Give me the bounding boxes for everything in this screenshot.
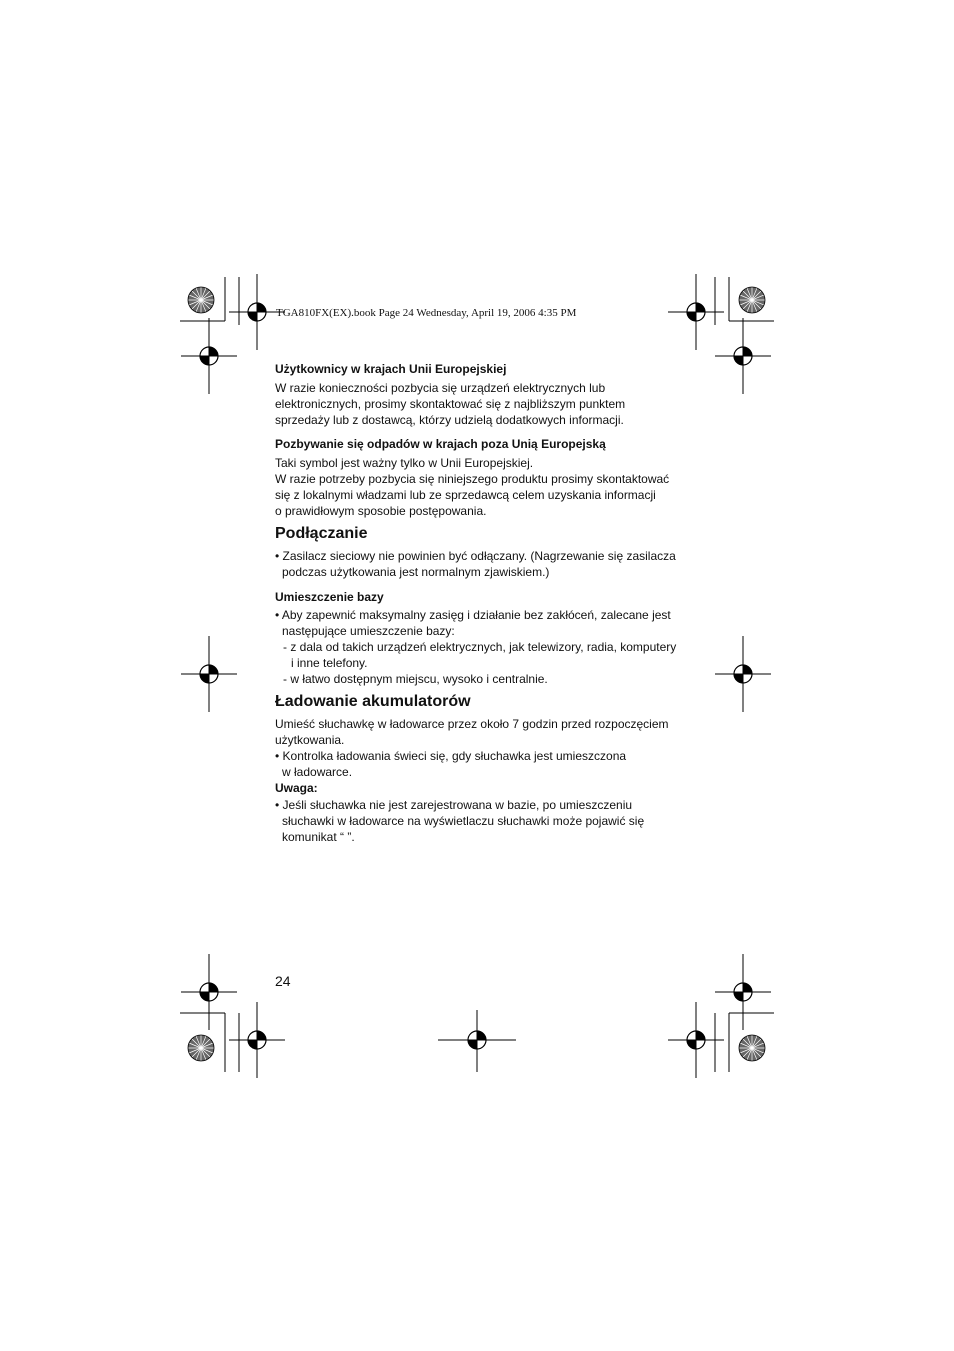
charging-heading: Ładowanie akumulatorów (275, 693, 471, 710)
note-label: Uwaga: (275, 781, 318, 795)
registration-mark-icon (715, 954, 771, 1030)
registration-mark-icon (181, 318, 237, 394)
charging-bullet: • Kontrolka ładowania świeci się, gdy słuchawka jest umieszczona (275, 749, 627, 763)
note-bullet-continued: słuchawki w ładowarce na wyświetlaczu słuchawki może pojawić się (282, 814, 645, 828)
base-placement-bullet-continued: następujące umieszczenie bazy: (282, 624, 455, 638)
base-placement-heading: Umieszczenie bazy (275, 590, 384, 604)
non-eu-text-line: o prawidłowym sposobie postępowania. (275, 504, 487, 518)
connecting-heading: Podłączanie (275, 525, 368, 542)
registration-mark-icon (181, 636, 237, 712)
color-bar-icon (188, 1035, 214, 1061)
eu-users-text-line: elektronicznych, prosimy skontaktować się z najbliższym punktem (275, 397, 626, 411)
non-eu-text-line: się z lokalnymi władzami lub ze sprzedawcą celem uzyskania informacji (275, 488, 656, 502)
base-placement-dash-item-continued: i inne telefony. (291, 656, 368, 670)
color-bar-icon (739, 1035, 765, 1061)
color-bar-icon (188, 287, 214, 313)
registration-mark-icon (181, 954, 237, 1030)
registration-mark-icon (229, 1002, 285, 1078)
note-bullet: • Jeśli słuchawka nie jest zarejestrowana w bazie, po umieszczeniu (275, 798, 633, 812)
connecting-bullet: • Zasilacz sieciowy nie powinien być odłączany. (Nagrzewanie się zasilacza (275, 549, 676, 563)
color-bar-icon (739, 287, 765, 313)
registration-mark-icon (715, 318, 771, 394)
base-placement-dash-item: - w łatwo dostępnym miejscu, wysoko i centralnie. (283, 672, 548, 686)
eu-users-text-line: sprzedaży lub z dostawcą, którzy udzielą dodatkowych informacji. (275, 413, 624, 427)
registration-mark-icon (715, 636, 771, 712)
print-header-file-info: TGA810FX(EX).book Page 24 Wednesday, April 19, 2006 4:35 PM (276, 307, 577, 319)
non-eu-text-line: W razie potrzeby pozbycia się niniejszego produktu prosimy skontaktować (275, 472, 670, 486)
registration-mark-icon (438, 1010, 516, 1072)
registration-mark-icon (668, 274, 724, 350)
registration-mark-icon (668, 1002, 724, 1078)
connecting-bullet-continued: podczas użytkowania jest normalnym zjawiskiem.) (282, 565, 550, 579)
non-eu-disposal-heading: Pozbywanie się odpadów w krajach poza Unią Europejską (275, 437, 606, 451)
non-eu-text-line: Taki symbol jest ważny tylko w Unii Europejskiej. (275, 456, 534, 470)
charging-intro-line: Umieść słuchawkę w ładowarce przez około 7 godzin przed rozpoczęciem (275, 717, 669, 731)
eu-users-heading: Użytkownicy w krajach Unii Europejskiej (275, 362, 507, 376)
page-number: 24 (275, 973, 291, 989)
note-bullet-continued: komunikat “ ”. (282, 830, 355, 844)
base-placement-bullet: • Aby zapewnić maksymalny zasięg i działanie bez zakłóceń, zalecane jest (275, 608, 671, 622)
base-placement-dash-item: - z dala od takich urządzeń elektrycznych, jak telewizory, radia, komputery (283, 640, 677, 654)
eu-users-text-line: W razie konieczności pozbycia się urządzeń elektrycznych lub (275, 381, 606, 395)
charging-bullet-continued: w ładowarce. (282, 765, 353, 779)
charging-intro-line: użytkowania. (275, 733, 345, 747)
